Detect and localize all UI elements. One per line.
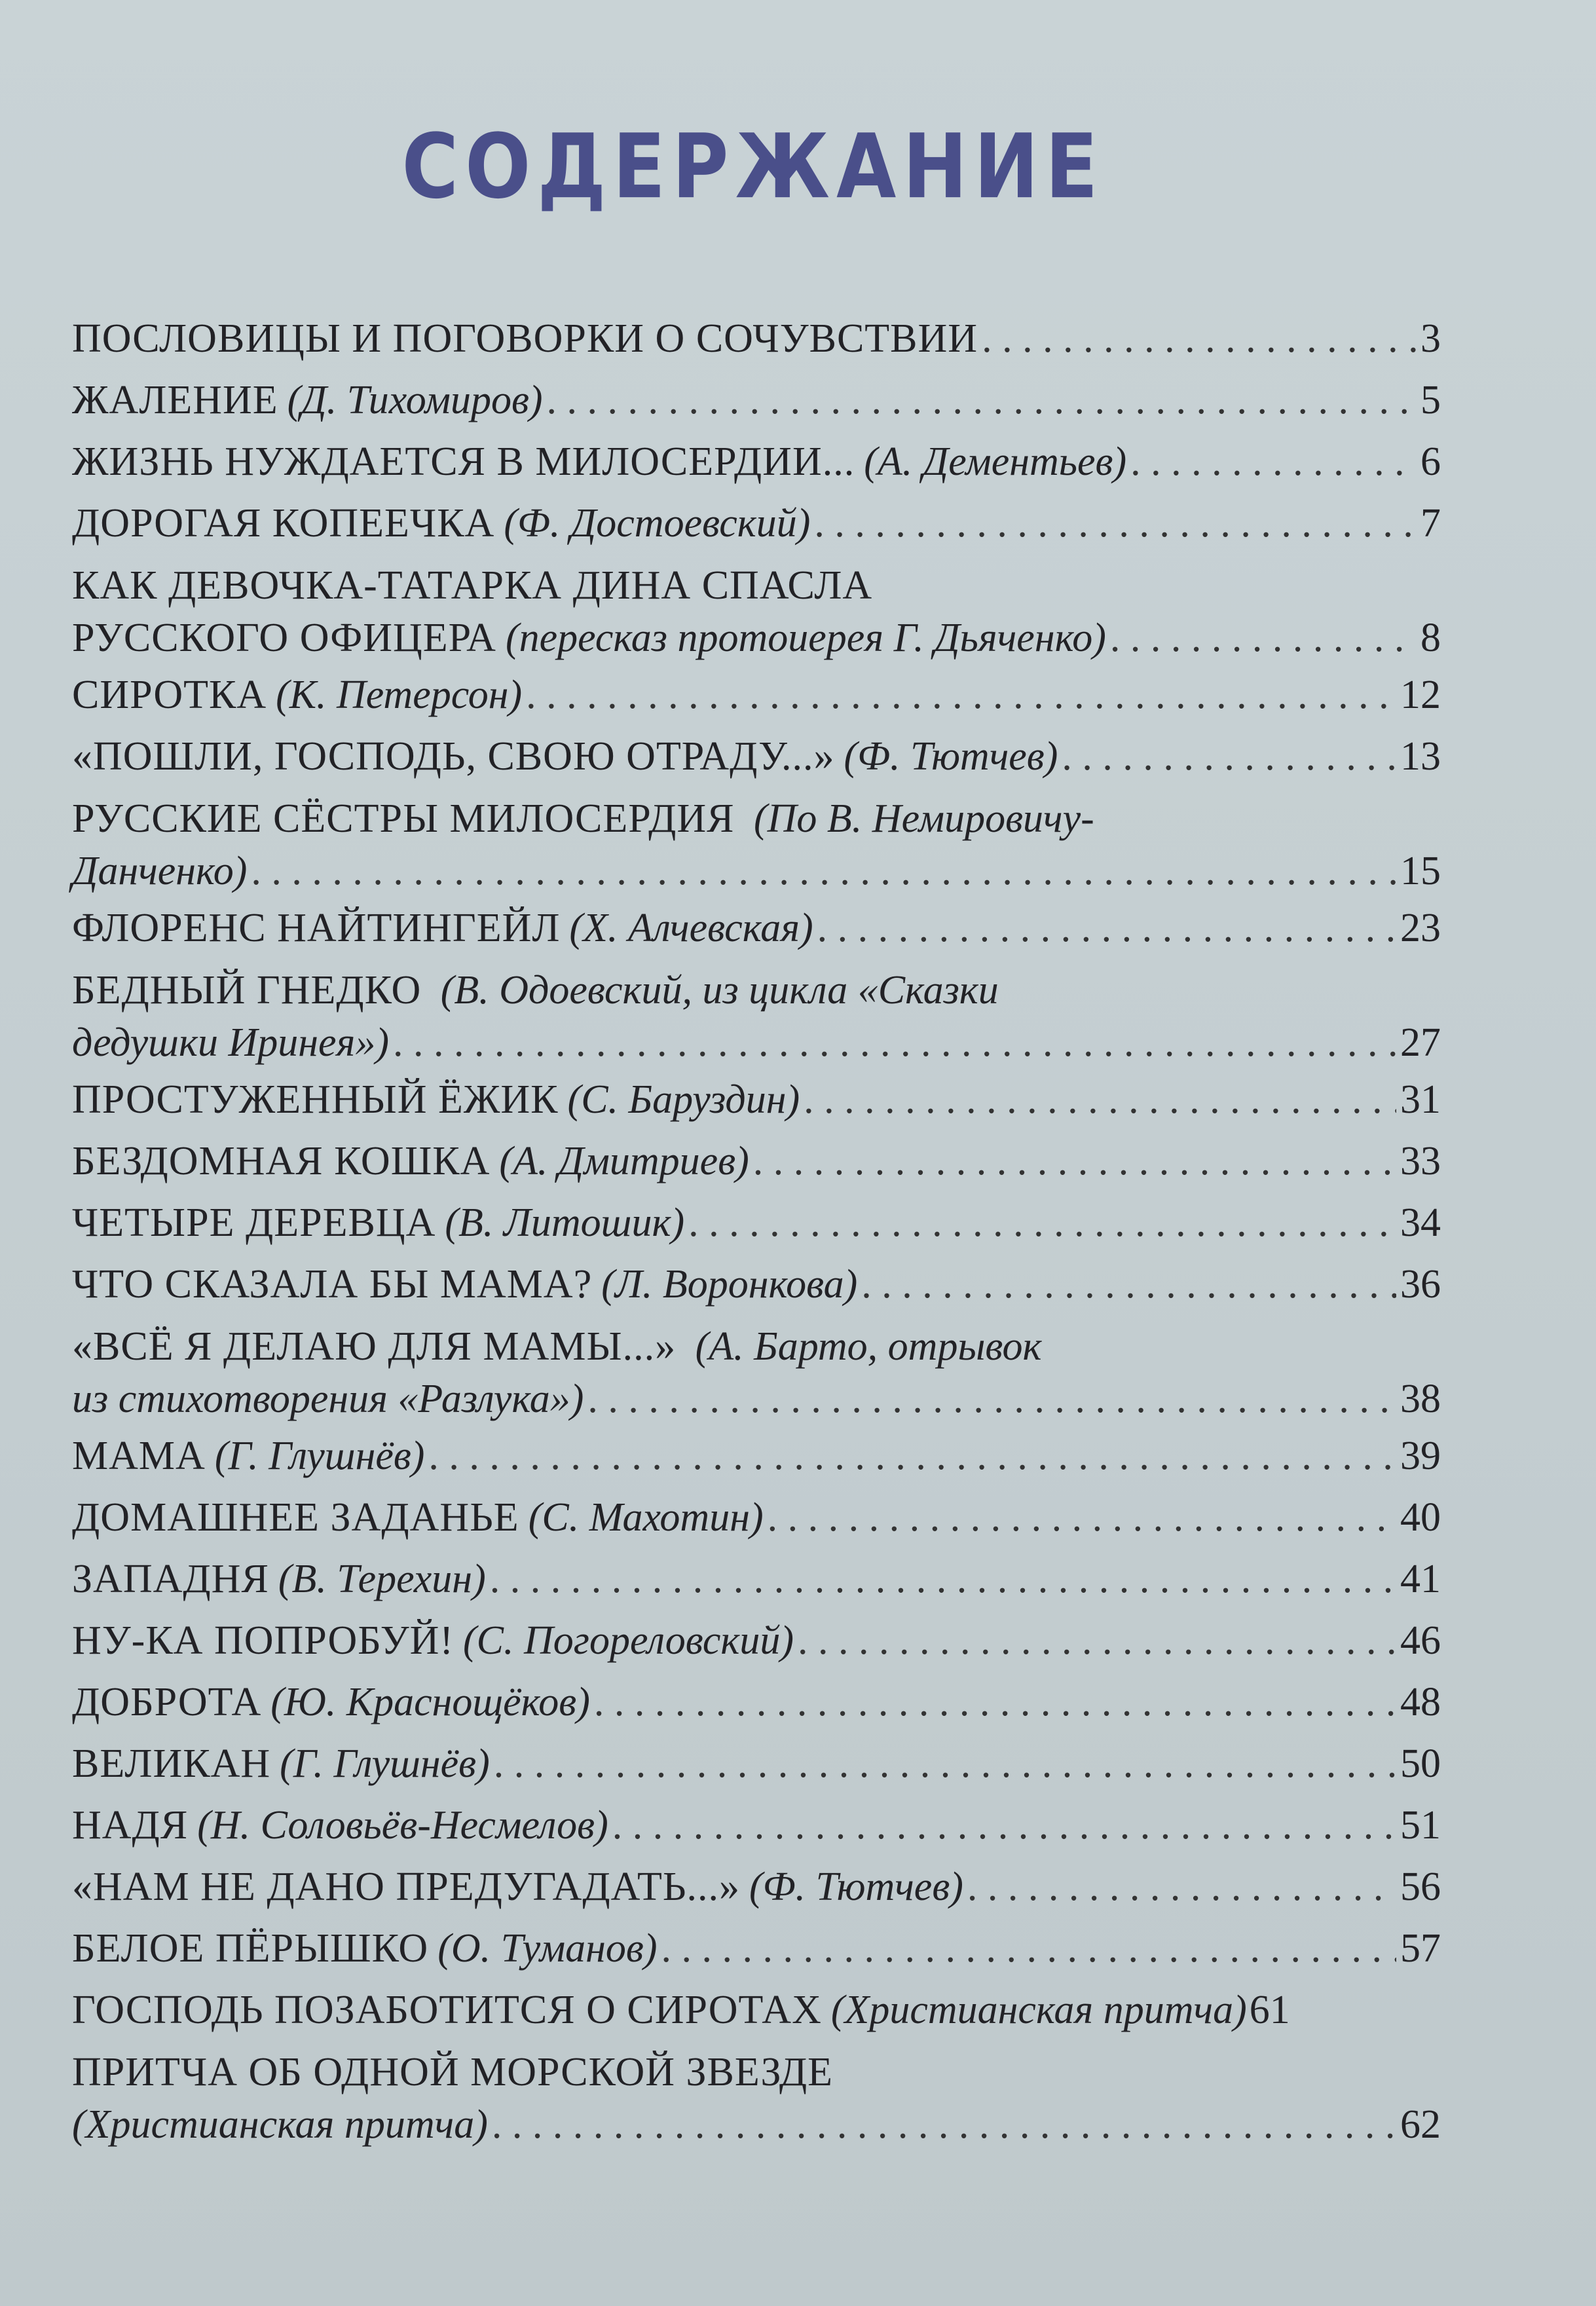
toc-entry xyxy=(72,1373,1441,1425)
toc-entry-multiline xyxy=(72,2046,1441,2151)
entry-author: (Д. Тихомиров) xyxy=(287,378,543,422)
entry-author: (Ф. Тютчев) xyxy=(844,734,1058,779)
page-title: СОДЕРЖАНИЕ xyxy=(401,114,1105,219)
page-number: 33 xyxy=(1400,1139,1441,1183)
table-of-contents xyxy=(72,308,1441,2151)
entry-author: (О. Туманов) xyxy=(437,1926,658,1971)
entry-author: (А. Дементьев) xyxy=(864,439,1127,484)
page-number: 31 xyxy=(1400,1077,1441,1122)
dot-leader xyxy=(688,1192,1396,1254)
page-number: 46 xyxy=(1400,1618,1441,1663)
entry-author: дедушки Иринея») xyxy=(72,1020,389,1065)
entry-title: ЧЕТЫРЕ ДЕРЕВЦА xyxy=(72,1200,436,1245)
dot-leader xyxy=(494,1733,1396,1795)
dot-leader xyxy=(768,1487,1396,1548)
toc-entry xyxy=(72,1610,1441,1671)
dot-leader xyxy=(753,1130,1396,1192)
page-number: 57 xyxy=(1400,1926,1441,1971)
entry-author: (В. Одоевский, из цикла «Сказки xyxy=(440,968,999,1013)
entry-title-line xyxy=(72,964,1441,1016)
entry-title: ДОМАШНЕЕ ЗАДАНЬЕ xyxy=(72,1495,519,1540)
entry-title: НАДЯ xyxy=(72,1803,189,1848)
entry-title-line xyxy=(72,792,1441,845)
page-number: 48 xyxy=(1400,1680,1441,1724)
entry-title: РУССКОГО ОФИЦЕРА xyxy=(72,616,496,660)
dot-leader xyxy=(393,1016,1396,1069)
entry-title: ДОРОГАЯ КОПЕЕЧКА xyxy=(72,501,495,546)
entry-author: (Г. Глушнёв) xyxy=(214,1434,425,1478)
page-number: 12 xyxy=(1400,673,1441,717)
toc-entry xyxy=(72,1487,1441,1548)
toc-entry xyxy=(72,1548,1441,1610)
dot-leader xyxy=(1110,612,1417,664)
toc-entry xyxy=(72,1425,1441,1487)
entry-author: (С. Баруздин) xyxy=(567,1077,800,1122)
dot-leader xyxy=(587,1373,1396,1425)
dot-leader xyxy=(251,845,1396,897)
entry-author: (С. Погореловский) xyxy=(463,1618,794,1663)
entry-title: МАМА xyxy=(72,1434,206,1478)
toc-entry xyxy=(72,664,1441,726)
toc-entry xyxy=(72,1192,1441,1254)
entry-title: СИРОТКА xyxy=(72,673,267,717)
toc-entry xyxy=(72,431,1441,493)
entry-title-line: КАК ДЕВОЧКА-ТАТАРКА ДИНА СПАСЛА xyxy=(72,563,873,608)
toc-entry xyxy=(72,2098,1441,2151)
entry-author: (Ф. Тютчев) xyxy=(749,1865,963,1909)
dot-leader xyxy=(1130,431,1417,493)
toc-entry xyxy=(72,897,1441,959)
toc-entry xyxy=(72,1733,1441,1795)
page-number: 7 xyxy=(1420,501,1441,546)
entry-author: (А. Барто, отрывок xyxy=(695,1324,1042,1369)
page-number: 41 xyxy=(1400,1557,1441,1601)
entry-author: Данченко) xyxy=(72,849,248,893)
toc-entry xyxy=(72,1671,1441,1733)
page-number: 5 xyxy=(1420,378,1441,422)
entry-title: БЕДНЫЙ ГНЕДКО xyxy=(72,968,422,1013)
dot-leader xyxy=(817,897,1396,959)
entry-author: (Х. Алчевская) xyxy=(569,906,813,950)
toc-entry xyxy=(72,1918,1441,1979)
page-number: 6 xyxy=(1420,439,1441,484)
page-number: 15 xyxy=(1400,849,1441,893)
entry-author: (Христианская притча) xyxy=(72,2102,488,2147)
page-number: 39 xyxy=(1400,1434,1441,1478)
entry-author: (К. Петерсон) xyxy=(276,673,523,717)
entry-author: (Христианская притча) xyxy=(830,1988,1247,2032)
toc-entry xyxy=(72,612,1441,664)
entry-title-line: ПРИТЧА ОБ ОДНОЙ МОРСКОЙ ЗВЕЗДЕ xyxy=(72,2050,833,2094)
dot-leader xyxy=(547,369,1417,431)
entry-title: «ПОШЛИ, ГОСПОДЬ, СВОЮ ОТРАДУ...» xyxy=(72,734,835,779)
page-number: 3 xyxy=(1420,316,1441,361)
dot-leader xyxy=(594,1671,1396,1733)
dot-leader xyxy=(526,664,1396,726)
dot-leader xyxy=(982,308,1417,369)
page-number: 34 xyxy=(1400,1200,1441,1245)
entry-title: ДОБРОТА xyxy=(72,1680,262,1724)
toc-entry xyxy=(72,1979,1441,2041)
entry-author: (Ю. Краснощёков) xyxy=(270,1680,590,1724)
dot-leader xyxy=(492,2098,1396,2151)
dot-leader xyxy=(612,1795,1396,1856)
dot-leader xyxy=(490,1548,1396,1610)
entry-title-line xyxy=(72,1320,1441,1373)
toc-entry xyxy=(72,1130,1441,1192)
page-number: 38 xyxy=(1400,1377,1441,1421)
page-number: 51 xyxy=(1400,1803,1441,1848)
page-number: 56 xyxy=(1400,1865,1441,1909)
entry-author: (пересказ протоиерея Г. Дьяченко) xyxy=(505,616,1106,660)
entry-title: РУССКИЕ СЁСТРЫ МИЛОСЕРДИЯ xyxy=(72,796,735,841)
page-number: 27 xyxy=(1400,1020,1441,1065)
page-number: 61 xyxy=(1249,1988,1290,2032)
page-number: 40 xyxy=(1400,1495,1441,1540)
entry-title: ФЛОРЕНС НАЙТИНГЕЙЛ xyxy=(72,906,561,950)
entry-title: ГОСПОДЬ ПОЗАБОТИТСЯ О СИРОТАХ xyxy=(72,1988,822,2032)
toc-entry xyxy=(72,308,1441,369)
toc-entry xyxy=(72,1016,1441,1069)
dot-leader xyxy=(814,493,1417,554)
page-number: 50 xyxy=(1400,1741,1441,1786)
page-number: 23 xyxy=(1400,906,1441,950)
dot-leader xyxy=(798,1610,1396,1671)
entry-title: НУ-КА ПОПРОБУЙ! xyxy=(72,1618,455,1663)
toc-entry xyxy=(72,493,1441,554)
page-number: 36 xyxy=(1400,1262,1441,1307)
entry-title: ВЕЛИКАН xyxy=(72,1741,271,1786)
entry-author: (В. Терехин) xyxy=(278,1557,486,1601)
entry-title: ЖАЛЕНИЕ xyxy=(72,378,278,422)
entry-author: (Л. Воронкова) xyxy=(601,1262,858,1307)
entry-author: (В. Литошик) xyxy=(445,1200,685,1245)
entry-title: «ВСЁ Я ДЕЛАЮ ДЛЯ МАМЫ...» xyxy=(72,1324,677,1369)
dot-leader xyxy=(661,1918,1396,1979)
entry-author: (По В. Немировичу- xyxy=(754,796,1094,841)
toc-entry xyxy=(72,369,1441,431)
toc-entry xyxy=(72,726,1441,787)
entry-author: (Г. Глушнёв) xyxy=(280,1741,490,1786)
toc-entry-multiline xyxy=(72,792,1441,897)
entry-author: из стихотворения «Разлука») xyxy=(72,1377,584,1421)
toc-entry xyxy=(72,1795,1441,1856)
toc-entry-multiline xyxy=(72,559,1441,664)
dot-leader xyxy=(428,1425,1396,1487)
entry-author: (С. Махотин) xyxy=(528,1495,764,1540)
entry-title: ЧТО СКАЗАЛА БЫ МАМА? xyxy=(72,1262,593,1307)
entry-author: (Н. Соловьёв-Несмелов) xyxy=(197,1803,608,1848)
entry-title: ЗАПАДНЯ xyxy=(72,1557,269,1601)
entry-author: (Ф. Достоевский) xyxy=(504,501,811,546)
dot-leader xyxy=(804,1069,1396,1130)
dot-leader xyxy=(1062,726,1396,787)
entry-title: «НАМ НЕ ДАНО ПРЕДУГАДАТЬ...» xyxy=(72,1865,740,1909)
entry-title: БЕЗДОМНАЯ КОШКА xyxy=(72,1139,491,1183)
dot-leader xyxy=(861,1254,1396,1315)
toc-entry xyxy=(72,1069,1441,1130)
page-number: 8 xyxy=(1420,616,1441,660)
entry-title: БЕЛОЕ ПЁРЫШКО xyxy=(72,1926,429,1971)
toc-entry xyxy=(72,1856,1441,1918)
entry-title: ЖИЗНЬ НУЖДАЕТСЯ В МИЛОСЕРДИИ... xyxy=(72,439,855,484)
page-number: 62 xyxy=(1400,2102,1441,2147)
toc-entry xyxy=(72,1254,1441,1315)
page-number: 13 xyxy=(1400,734,1441,779)
entry-title: ПОСЛОВИЦЫ И ПОГОВОРКИ О СОЧУВСТВИИ xyxy=(72,316,978,361)
toc-entry-multiline xyxy=(72,964,1441,1069)
entry-author: (А. Дмитриев) xyxy=(499,1139,749,1183)
dot-leader xyxy=(967,1856,1396,1918)
toc-entry xyxy=(72,845,1441,897)
toc-entry-multiline xyxy=(72,1320,1441,1425)
entry-title: ПРОСТУЖЕННЫЙ ЁЖИК xyxy=(72,1077,559,1122)
